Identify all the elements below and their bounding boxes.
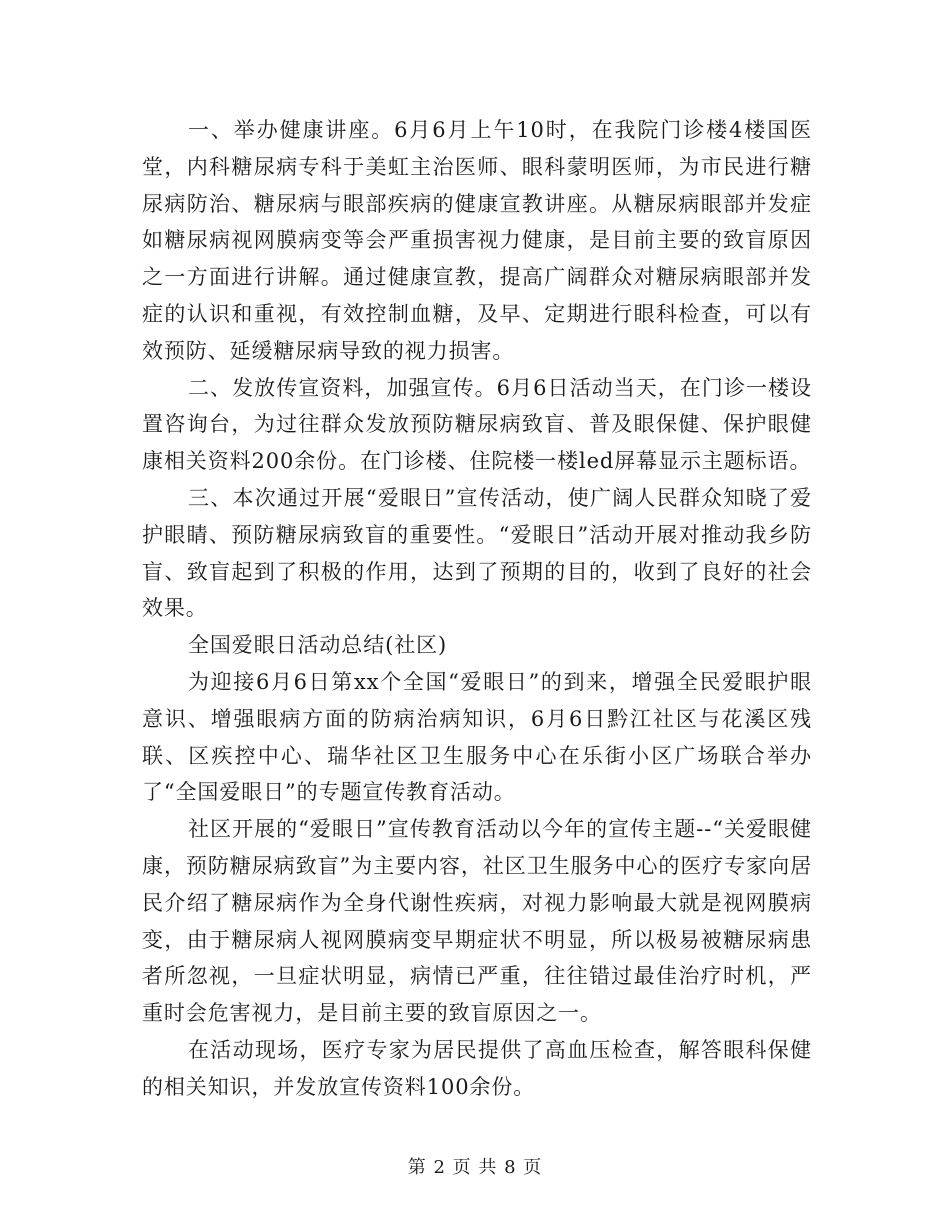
section-heading-community-summary: 全国爱眼日活动总结(社区) — [188, 633, 448, 658]
paragraph-community-theme: 社区开展的“爱眼日”宣传教育活动以今年的宣传主题--“关爱眼健康，预防糖尿病致盲”为主要内容，社区卫生服务中心的医疗专家向居民介绍了糖尿病作为全身代谢性疾病，对视力影响最大就是视网膜病变，由于糖尿病人视网膜病变早期症状不明显，所以极易被糖尿病患者所忽视，一旦症状明显，病情已严重，往往错过最佳治疗时机，严重时会危害视力，是目前主要的致盲原因之一。 — [142, 817, 812, 1026]
paragraph-distribute-materials: 二、发放传宣资料，加强宣传。6月6日活动当天，在门诊一楼设置咨询台，为过往群众发放预防糖尿病致盲、普及眼保健、保护眼健康相关资料200余份。在门诊楼、住院楼一楼led屏幕显示主题标语。 — [142, 375, 812, 474]
page-number-footer: 第 2 页 共 8 页 — [407, 1157, 543, 1178]
paragraph-activity-effect: 三、本次通过开展“爱眼日”宣传活动，使广阔人民群众知晓了爱护眼睛、预防糖尿病致盲的重要性。“爱眼日”活动开展对推动我乡防盲、致盲起到了积极的作用，达到了预期的目的，收到了良好的社会效果。 — [142, 485, 812, 621]
paragraph-onsite-service: 在活动现场，医疗专家为居民提供了高血压检查，解答眼科保健的相关知识，并发放宣传资料100余份。 — [142, 1037, 812, 1099]
paragraph-health-lecture: 一、举办健康讲座。6月6月上午10时，在我院门诊楼4楼国医堂，内科糖尿病专科于美虹主治医师、眼科蒙明医师，为市民进行糖尿病防治、糖尿病与眼部疾病的健康宣教讲座。从糖尿病眼部并发症如糖尿病视网膜病变等会严重损害视力健康，是目前主要的致盲原因之一方面进行讲解。通过健康宣教，提高广阔群众对糖尿病眼部并发症的认识和重视，有效控制血糖，及早、定期进行眼科检查，可以有效预防、延缓糖尿病导致的视力损害。 — [142, 118, 812, 363]
document-body — [142, 112, 812, 1106]
paragraph-community-event: 为迎接6月6日第xx个全国“爱眼日”的到来，增强全民爱眼护眼意识、增强眼病方面的防病治病知识，6月6日黔江社区与花溪区残联、区疾控中心、瑞华社区卫生服务中心在乐街小区广场联合举办了“全国爱眼日”的专题宣传教育活动。 — [142, 669, 812, 805]
